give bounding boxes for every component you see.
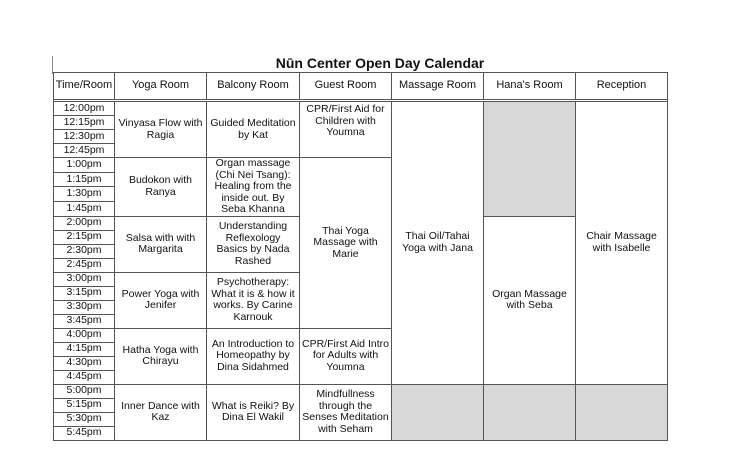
balcony-session: What is Reiki? By Dina El Wakil xyxy=(207,384,300,440)
time-cell: 5:15pm xyxy=(54,398,115,412)
time-cell: 2:15pm xyxy=(54,230,115,244)
time-cell: 4:45pm xyxy=(54,370,115,384)
time-cell: 5:45pm xyxy=(54,426,115,440)
hana-session: Organ Massage with Seba xyxy=(484,216,576,384)
massage-session: Thai Oil/Tahai Yoga with Jana xyxy=(392,102,484,385)
yoga-session: Power Yoga with Jenifer xyxy=(115,272,207,328)
time-cell: 12:15pm xyxy=(54,116,115,130)
time-cell: 2:30pm xyxy=(54,244,115,258)
time-cell: 2:45pm xyxy=(54,258,115,272)
guest-session: Thai Yoga Massage with Marie xyxy=(300,158,392,329)
time-cell: 5:30pm xyxy=(54,412,115,426)
time-cell: 4:00pm xyxy=(54,328,115,342)
header-row xyxy=(54,73,668,100)
time-cell: 1:30pm xyxy=(54,187,115,202)
balcony-session: Psychotherapy: What it is & how it works. By Carine Karnouk xyxy=(207,272,300,328)
header-hanas-room: Hana's Room xyxy=(484,73,576,100)
time-cell: 4:15pm xyxy=(54,342,115,356)
massage-unavailable xyxy=(392,384,484,440)
time-cell: 3:00pm xyxy=(54,272,115,286)
guest-session: CPR/First Aid for Children with Youmna xyxy=(300,102,392,158)
header-reception: Reception xyxy=(576,73,668,100)
yoga-session: Budokon with Ranya xyxy=(115,158,207,217)
page-title: Nūn Center Open Day Calendar xyxy=(275,55,485,71)
time-cell: 1:15pm xyxy=(54,172,115,187)
header-yoga-room: Yoga Room xyxy=(115,73,207,100)
time-cell: 12:45pm xyxy=(54,144,115,158)
top-bar xyxy=(0,0,750,44)
balcony-session: An Introduction to Homeopathy by Dina Sidahmed xyxy=(207,328,300,384)
header-balcony-room: Balcony Room xyxy=(207,73,300,100)
time-cell: 2:00pm xyxy=(54,216,115,230)
time-cell: 3:15pm xyxy=(54,286,115,300)
time-cell: 12:30pm xyxy=(54,130,115,144)
hana-unavailable xyxy=(484,102,576,217)
yoga-session: Vinyasa Flow with Ragia xyxy=(115,102,207,158)
header-time: Time/Room xyxy=(54,73,115,100)
reception-session: Chair Massage with Isabelle xyxy=(576,102,668,385)
header-massage-room: Massage Room xyxy=(392,73,484,100)
time-cell: 4:30pm xyxy=(54,356,115,370)
balcony-session: Guided Meditation by Kat xyxy=(207,102,300,158)
balcony-session: Organ massage (Chi Nei Tsang): Healing from the inside out. By Seba Khanna xyxy=(207,158,300,217)
time-cell: 3:45pm xyxy=(54,314,115,328)
calendar-table xyxy=(53,72,668,441)
time-cell: 5:00pm xyxy=(54,384,115,398)
header-guest-room: Guest Room xyxy=(300,73,392,100)
yoga-session: Salsa with with Margarita xyxy=(115,216,207,272)
hana-unavailable xyxy=(484,384,576,440)
time-cell: 12:00pm xyxy=(54,102,115,116)
yoga-session: Inner Dance with Kaz xyxy=(115,384,207,440)
guest-session: CPR/First Aid Intro for Adults with Youmna xyxy=(300,328,392,384)
yoga-session: Hatha Yoga with Chirayu xyxy=(115,328,207,384)
reception-unavailable xyxy=(576,384,668,440)
balcony-session: Understanding Reflexology Basics by Nada Rashed xyxy=(207,216,300,272)
time-cell: 1:00pm xyxy=(54,158,115,173)
time-cell: 3:30pm xyxy=(54,300,115,314)
time-cell: 1:45pm xyxy=(54,201,115,216)
guest-session: Mindfullness through the Senses Meditation with Seham xyxy=(300,384,392,440)
